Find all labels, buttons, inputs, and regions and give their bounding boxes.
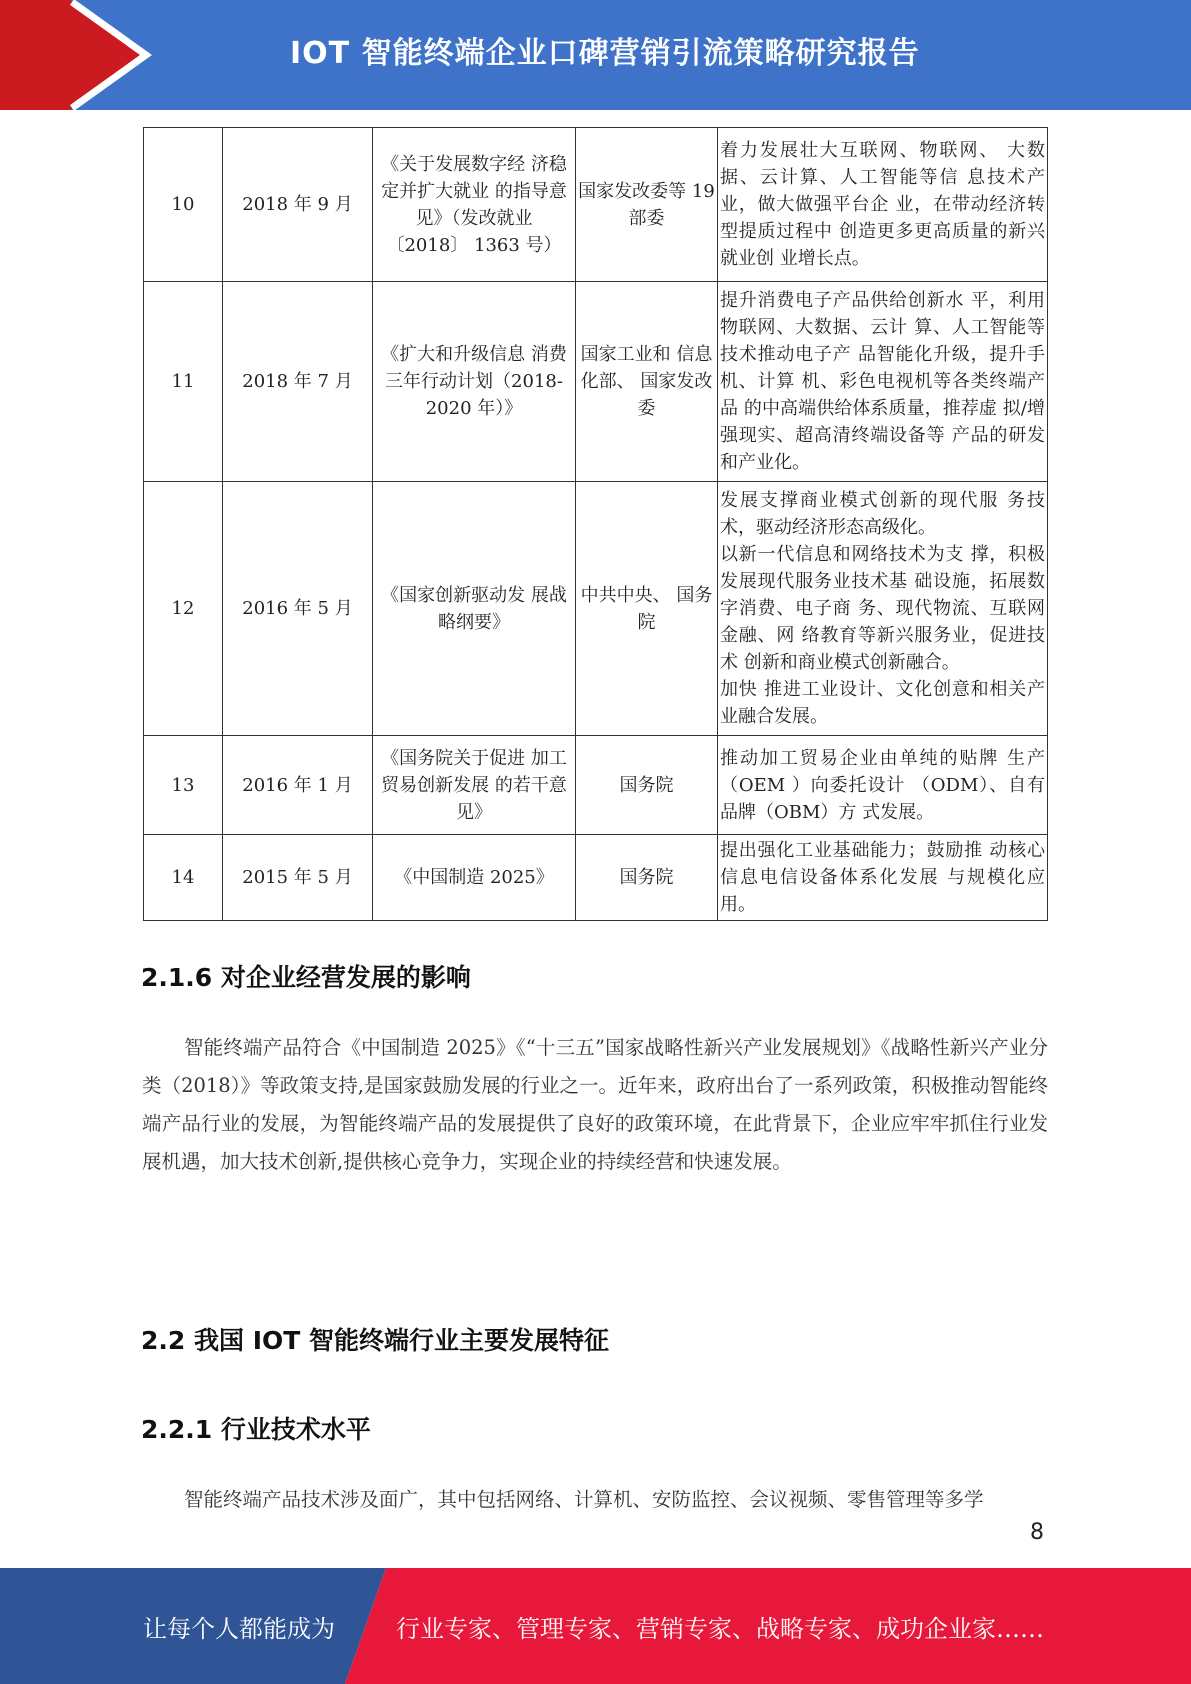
section-heading-2-2: 2.2 我国 IOT 智能终端行业主要发展特征 (141, 1326, 610, 1355)
row-date: 2016 年 5 月 (223, 482, 373, 736)
table-row (144, 128, 1048, 282)
row-content-line: 提升消费电子产品供给创新水 平，利用物联网、大数据、云计 算、人工智能等技术推动电子产 品智能化升级，提升手机、计算 机、彩色电视机等各类终端产品 的中高端供给体系质量，推荐虚 拟/增强现实、超高清终端设备等 产品的研发和产业化。 (720, 290, 1045, 473)
section-heading-2-1-6: 2.1.6 对企业经营发展的影响 (141, 963, 471, 992)
row-date: 2018 年 7 月 (223, 282, 373, 482)
report-title: IOT 智能终端企业口碑营销引流策略研究报告 (290, 36, 920, 71)
row-content-line: 提出强化工业基础能力；鼓励推 动核心信息电信设备体系化发展 与规模化应用。 (720, 840, 1045, 915)
row-content-line: 加快 推进工业设计、文化创意和相关产业融合发展。 (720, 679, 1045, 727)
section-paragraph-2-1-6: 智能终端产品符合《中国制造 2025》《“十三五”国家战略性新兴产业发展规划》《战略性新兴产业分类（2018）》等政策支持,是国家鼓励发展的行业之一。近年来，政府出台了一系列政策，积极推动智能终端产品行业的发展，为智能终端产品的发展提供了良好的政策环境，在此背景下，企业应牢牢抓住行业发展机遇，加大技术创新,提供核心竞争力，实现企业的持续经营和快速发展。 (142, 1036, 1048, 1173)
row-content (718, 128, 1048, 282)
row-document: 《国务院关于促进 加工贸易创新发展 的若干意见》 (373, 736, 576, 835)
row-content (718, 282, 1048, 482)
row-department: 国家工业和 信息化部、 国家发改委 (576, 282, 718, 482)
row-number: 12 (144, 482, 223, 736)
section-paragraph-2-2-1: 智能终端产品技术涉及面广，其中包括网络、计算机、安防监控、会议视频、零售管理等多学 (184, 1488, 984, 1511)
row-content (718, 482, 1048, 736)
row-number: 13 (144, 736, 223, 835)
row-document: 《国家创新驱动发 展战略纲要》 (373, 482, 576, 736)
page-number: 8 (1030, 1520, 1044, 1545)
row-department: 国务院 (576, 835, 718, 921)
page-footer (0, 1568, 1191, 1684)
table-row (144, 482, 1048, 736)
row-department: 国务院 (576, 736, 718, 835)
page-header (0, 0, 1191, 110)
row-number: 10 (144, 128, 223, 282)
row-content-line: 发展支撑商业模式创新的现代服 务技术，驱动经济形态高级化。 (720, 490, 1045, 538)
row-document: 《扩大和升级信息 消费三年行动计划（2018-2020 年）》 (373, 282, 576, 482)
row-department: 国家发改委等 19 部委 (576, 128, 718, 282)
row-document: 《关于发展数字经 济稳定并扩大就业 的指导意见》（发改就业〔2018〕 1363 号） (373, 128, 576, 282)
row-date: 2016 年 1 月 (223, 736, 373, 835)
table-row (144, 282, 1048, 482)
row-department: 中共中央、 国务院 (576, 482, 718, 736)
section-heading-2-2-1: 2.2.1 行业技术水平 (141, 1415, 371, 1444)
footer-slogan-right: 行业专家、管理专家、营销专家、战略专家、成功企业家…… (396, 1615, 1044, 1643)
row-document: 《中国制造 2025》 (373, 835, 576, 921)
table-row (144, 835, 1048, 921)
footer-slogan-left: 让每个人都能成为 (143, 1615, 335, 1643)
row-content-line: 以新一代信息和网络技术为支 撑，积极发展现代服务业技术基 础设施，拓展数字消费、电子商 务、现代物流、互联网金融、网 络教育等新兴服务业，促进技术 创新和商业模式创新融合。 (720, 544, 1045, 673)
row-number: 11 (144, 282, 223, 482)
row-number: 14 (144, 835, 223, 921)
row-content-line: 推动加工贸易企业由单纯的贴牌 生产（OEM ）向委托设计 （ODM）、自有品牌（OBM）方 式发展。 (720, 747, 1045, 823)
row-date: 2018 年 9 月 (223, 128, 373, 282)
row-content (718, 835, 1048, 921)
table-row (144, 736, 1048, 835)
row-content-line: 着力发展壮大互联网、物联网、 大数据、云计算、人工智能等信 息技术产业，做大做强平台企 业，在带动经济转型提质过程中 创造更多更高质量的新兴就业创 业增长点。 (720, 140, 1045, 269)
row-content (718, 736, 1048, 835)
row-date: 2015 年 5 月 (223, 835, 373, 921)
policy-table (143, 127, 1048, 921)
